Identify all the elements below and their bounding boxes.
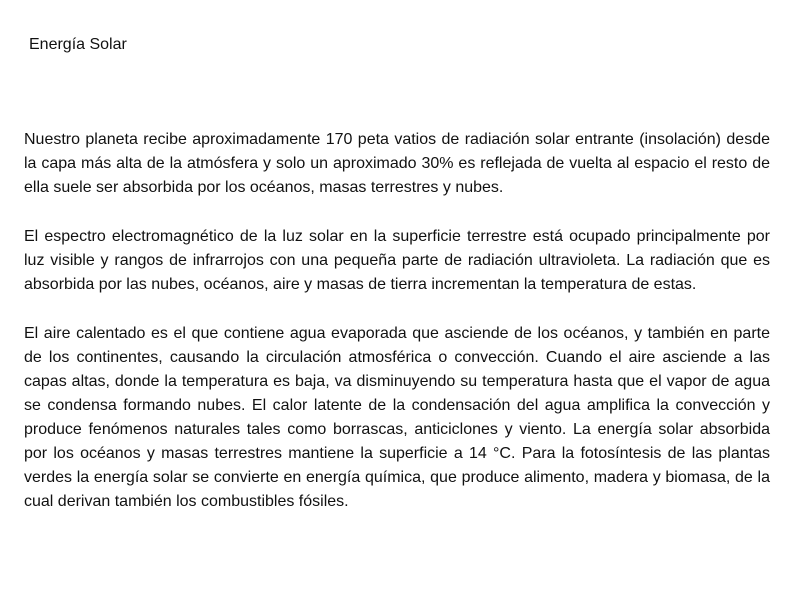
body-text [24,128,770,539]
paragraph-1: Nuestro planeta recibe aproximadamente 170 peta vatios de radiación solar entrante (insolación) desde la capa más alta de la atmósfera y solo un aproximado 30% es reflejada de vuelta al espacio el resto de ella suele ser absorbida por los océanos, masas terrestres y nubes. [24,131,770,196]
page-title: Energía Solar [29,36,127,53]
paragraph-2: El espectro electromagnético de la luz solar en la superficie terrestre está ocupado principalmente por luz visible y rangos de infrarrojos con una pequeña parte de radiación ultravioleta. La radiación que es absorbida por las nubes, océanos, aire y masas de tierra incrementan la temperatura de estas. [24,228,770,293]
paragraph-3: El aire calentado es el que contiene agua evaporada que asciende de los océanos, y también en parte de los continentes, causando la circulación atmosférica o convección. Cuando el aire asciende a las capas altas, donde la temperatura es baja, va disminuyendo su temperatura hasta que el vapor de agua se condensa formando nubes. El calor latente de la condensación del agua amplifica la convección y produce fenómenos naturales tales como borrascas, anticiclones y viento. La energía solar absorbida por los océanos y masas terrestres mantiene la superficie a 14 °C. Para la fotosíntesis de las plantas verdes la energía solar se convierte en energía química, que produce alimento, madera y biomasa, de la cual derivan también los combustibles fósiles. [24,325,770,510]
